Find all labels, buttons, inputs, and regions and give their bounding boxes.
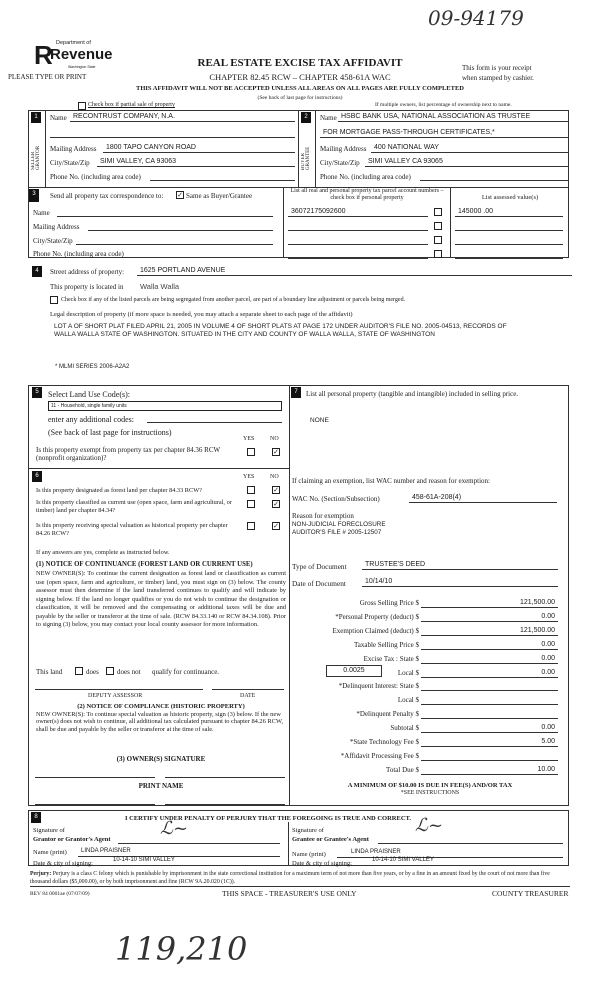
fee-value-field[interactable]: 0.00: [421, 723, 558, 733]
section-5-number: 5: [32, 387, 42, 398]
seller-phone-field[interactable]: [150, 171, 295, 181]
buyer-phone-field[interactable]: [420, 171, 568, 181]
parcel-number-field[interactable]: 36072175092600: [288, 207, 428, 217]
handwritten-number: 119,210: [115, 930, 248, 968]
parcel-number-field-4[interactable]: [288, 249, 428, 259]
if-yes-note: If any answers are yes, complete as instructed below.: [36, 549, 170, 556]
owner-signature-field-2[interactable]: [165, 768, 285, 778]
personal-property-checkbox-2[interactable]: [434, 222, 442, 230]
section-7-number: 7: [291, 387, 301, 398]
buyer-phone-label: Phone No. (including area code): [320, 173, 411, 181]
fee-value-field[interactable]: [421, 681, 558, 691]
logo-swoosh-icon: R: [34, 40, 53, 70]
sec5-see-back: (See back of last page for instructions): [48, 428, 172, 437]
logo-state: Washington State: [68, 65, 96, 69]
fee-label: Exemption Claimed (deduct) $: [332, 626, 419, 635]
grantee-sig-label-2: Grantee or Grantee's Agent: [292, 836, 369, 843]
warning: THIS AFFIDAVIT WILL NOT BE ACCEPTED UNLESS ALL AREAS ON ALL PAGES ARE FULLY COMPLETED: [136, 85, 464, 92]
claim-exemption-label: If claiming an exemption, list WAC number and reason for exemption:: [292, 477, 490, 485]
yes-header: YES: [243, 436, 255, 442]
section-4-number: 4: [32, 266, 42, 277]
perjury-text: Perjury is a class C felony which is punishable by imprisonment in the state correctional institution for a maximum term of not more than five years, or by a fine in an amount fixed by the court of not more than five thousand dollars ($5,000.00), or by both imprisonment and fine (RCW 9A.20.020 (1C)).: [30, 871, 550, 885]
fee-value-field[interactable]: [421, 709, 558, 719]
exempt-yes-checkbox[interactable]: [247, 448, 255, 456]
fee-value-field[interactable]: 0.00: [421, 654, 558, 664]
handwritten-file-number: 09-94179: [428, 6, 524, 30]
deputy-assessor-signature-field[interactable]: [35, 680, 203, 690]
section-6-number: 6: [32, 471, 42, 482]
parcel-number-field-3[interactable]: [288, 235, 428, 245]
qualify-label: qualify for continuance.: [152, 668, 220, 676]
notice-continuance-title: (1) NOTICE OF CONTINUANCE (FOREST LAND OR CURRENT USE): [36, 561, 253, 568]
reason-line-2: AUDITOR'S FILE # 2005-12507: [292, 529, 382, 536]
fee-label: Subtotal $: [390, 724, 419, 733]
owner-signature-field[interactable]: [35, 768, 155, 778]
personal-property-value: NONE: [310, 417, 329, 424]
fee-value-field[interactable]: 0.00: [421, 668, 558, 678]
assessed-value-field-2[interactable]: [455, 221, 563, 231]
buyer-address-field[interactable]: 400 NATIONAL WAY: [371, 143, 568, 153]
corr-phone-field[interactable]: [133, 248, 273, 258]
same-as-buyer-checkbox[interactable]: ✓: [177, 191, 183, 199]
grantor-name-label: Name (print): [33, 849, 67, 856]
parcel-number-field-2[interactable]: [288, 221, 428, 231]
corr-city-field[interactable]: [76, 235, 273, 245]
seller-name-field[interactable]: RECONTRUST COMPANY, N.A.: [70, 112, 295, 122]
fee-label: Gross Selling Price $: [359, 599, 419, 607]
buyer-city-label: City/State/Zip: [320, 159, 360, 167]
assessed-value-field-4[interactable]: [455, 249, 563, 259]
legal-description: LOT A OF SHORT PLAT FILED APRIL 21, 2005 IN VOLUME 4 OF SHORT PLATS AT PAGE 172 UNDER AUDITOR'S FILE NO. 2005-04513, RECORDS OF WALLA WALLA STATE OF WASHINGTON. SITUATED IN THE CITY AND COUNTY OF WALLA WALLA, STATE OF WASHINGTON: [54, 323, 507, 338]
doc-date-label: Date of Document: [292, 579, 346, 588]
buyer-name-line2[interactable]: FOR MORTGAGE PASS-THROUGH CERTIFICATES,*: [320, 128, 568, 138]
wac-label: WAC No. (Section/Subsection): [292, 495, 380, 503]
grantor-signature-field[interactable]: [118, 834, 280, 844]
grantee-name-label: Name (print): [292, 851, 326, 858]
corr-address-field[interactable]: [88, 221, 273, 231]
does-not-qualify-checkbox[interactable]: [106, 667, 114, 675]
land-use-select[interactable]: 11 - Household, single family units: [48, 401, 282, 411]
additional-codes-label: enter any additional codes:: [48, 415, 134, 424]
grantee-signature-field[interactable]: [378, 834, 563, 844]
owner-signature-label: (3) OWNER(S) SIGNATURE: [116, 755, 206, 763]
seller-city-label: City/State/Zip: [50, 159, 90, 167]
notice-compliance-text: NEW OWNER(S): To continue special valuation as historic property, sign (3) below. If the new owner(s) does not wish to continue, all additional tax calculated pursuant to chapter 84.26 RCW, shall be due and payable by the seller or transferor at the time of sale.: [36, 711, 283, 733]
seller-name-line2[interactable]: [50, 128, 295, 138]
current-use-no-checkbox[interactable]: ✓: [273, 500, 279, 508]
historic-no-checkbox[interactable]: ✓: [273, 522, 279, 530]
current-use-question: Is this property classified as current use (open space, farm and agricultural, or timber) land per chapter 84.34?: [36, 499, 232, 514]
section-8-number: 8: [31, 812, 41, 823]
personal-property-checkbox-1[interactable]: [434, 208, 442, 216]
forest-yes-checkbox[interactable]: [247, 486, 255, 494]
no-header: NO: [270, 436, 279, 442]
doc-date-field[interactable]: 10/14/10: [362, 577, 558, 587]
grantee-date-label: Date & city of signing:: [292, 860, 352, 867]
treasurer-use-label: THIS SPACE - TREASURER'S USE ONLY: [222, 889, 357, 898]
corr-phone-label: Phone No. (including area code): [33, 250, 124, 258]
assessor-date-label: DATE: [240, 693, 256, 699]
print-name-field[interactable]: [35, 795, 155, 805]
certify-statement: I CERTIFY UNDER PENALTY OF PERJURY THAT THE FOREGOING IS TRUE AND CORRECT.: [125, 815, 412, 822]
please-type: PLEASE TYPE OR PRINT: [8, 73, 87, 81]
perjury-label: Perjury:: [30, 871, 52, 877]
personal-property-checkbox-3[interactable]: [434, 236, 442, 244]
local-rate-field[interactable]: 0.0025: [326, 665, 382, 677]
fee-value-field[interactable]: 121,500.00: [421, 598, 558, 608]
fee-label: *State Technology Fee $: [349, 738, 419, 746]
corr-name-label: Name: [33, 209, 50, 217]
historic-question: Is this property receiving special valuation as historical property per chapter 84.26 RCW?: [36, 522, 228, 537]
segregate-label: Check box if any of the listed parcels are being segregated from another parcel, are part of a boundary line adjustment or parcels being merged.: [61, 297, 406, 303]
doc-type-field[interactable]: TRUSTEE'S DEED: [362, 560, 558, 570]
fee-value-field[interactable]: [421, 751, 558, 761]
current-use-yes-checkbox[interactable]: [247, 500, 255, 508]
seller-address-field[interactable]: 1800 TAPO CANYON ROAD: [103, 143, 295, 153]
logo-name: Revenue: [50, 46, 113, 63]
fee-label: Local $: [397, 668, 419, 677]
fee-value-field[interactable]: [421, 695, 558, 705]
fee-label: Excise Tax : State $: [363, 654, 419, 663]
fee-value-field[interactable]: 0.00: [421, 612, 558, 622]
grantor-name-field[interactable]: LINDA PRAISNER: [78, 847, 280, 857]
parcel-header: List all real and personal property tax parcel account numbers – check box if personal property: [290, 188, 444, 201]
personal-property-checkbox-4[interactable]: [434, 250, 442, 258]
same-as-buyer-label: Same as Buyer/Grantee: [186, 192, 253, 200]
perjury-notice: [30, 870, 570, 887]
forest-question: Is this property designated as forest land per chapter 84.33 RCW?: [36, 487, 202, 494]
assessed-value-field[interactable]: 145000 .00: [455, 207, 563, 217]
fee-value-field[interactable]: 0.00: [421, 640, 558, 650]
partial-sale-checkbox[interactable]: [78, 102, 86, 110]
personal-property-label: List all personal property (tangible and intangible) included in selling price.: [306, 390, 519, 398]
seller-city-field[interactable]: SIMI VALLEY, CA 93063: [97, 157, 295, 167]
form-revision: REV 84 0001ae (07/07/09): [30, 891, 90, 897]
seller-addr-label: Mailing Address: [50, 145, 97, 153]
send-correspondence-label: Send all property tax correspondence to:: [50, 192, 164, 200]
buyer-name-label: Name: [320, 114, 337, 122]
receipt-note-2: when stamped by cashier.: [462, 74, 534, 82]
buyer-addr-label: Mailing Address: [320, 145, 367, 153]
seller-label: SELLER GRANTOR: [31, 145, 41, 170]
grantor-signature-icon: ℒ~: [160, 818, 189, 839]
notice-continuance-text: NEW OWNER(S): To continue the current designation as forest land or classification as current use (open space, farm and agriculture, or timber) land, you must sign on (3) below. The county assessor must then determine if the land transferred continues to qualify and will indicate by signing below. If the land no longer qualifies or you do not wish to continue the designation or classification, it will be removed and the compensating or additional taxes will be due and payable by the seller or transferor at the time of sale. (RCW 84.33.140 or RCW 84.34.108). Prior to signing (3) below, you may contact your local county assessor for more information.: [36, 570, 286, 628]
multiple-owners-note: If multiple owners, list percentage of ownership next to name.: [375, 102, 512, 108]
buyer-city-field[interactable]: SIMI VALLEY CA 93065: [365, 157, 568, 167]
notice-compliance-title: (2) NOTICE OF COMPLIANCE (HISTORIC PROPERTY): [77, 703, 245, 710]
minimum-note: A MINIMUM OF $10.00 IS DUE IN FEE(S) AND/OR TAX: [347, 782, 513, 789]
no-header-6: NO: [270, 474, 279, 480]
segregate-checkbox[interactable]: [50, 296, 58, 304]
section-3-number: 3: [29, 189, 39, 202]
fee-value-field[interactable]: 10.00: [421, 765, 558, 775]
assessed-header: List assessed value(s): [481, 194, 539, 201]
buyer-label: BUYER GRANTEE: [301, 146, 311, 170]
see-back: (See back of last page for instructions): [257, 95, 343, 101]
fee-label: *Delinquent Penalty $: [356, 710, 419, 719]
street-address-field[interactable]: 1625 PORTLAND AVENUE: [137, 266, 572, 276]
exempt-no-checkbox[interactable]: ✓: [273, 448, 279, 456]
assessed-value-field-3[interactable]: [455, 235, 563, 245]
grantor-date-label: Date & city of signing:: [33, 860, 93, 867]
form-chapter: CHAPTER 82.45 RCW – CHAPTER 458-61A WAC: [209, 72, 391, 82]
land-use-label: Select Land Use Code(s):: [48, 390, 130, 399]
corr-addr-label: Mailing Address: [33, 223, 80, 231]
assessor-date-field[interactable]: [212, 680, 284, 690]
series-note: * MLMI SERIES 2006-A2A2: [55, 364, 130, 370]
fee-label: *Delinquent Interest: State $: [338, 682, 419, 691]
section-2-number: 2: [301, 112, 311, 123]
grantor-sig-label-2: Grantor or Grantor's Agent: [33, 836, 111, 843]
grantee-sig-label-1: Signature of: [292, 827, 324, 834]
logo-dept: Department of: [56, 40, 91, 46]
seller-name-label: Name: [50, 114, 67, 122]
corr-city-label: City/State/Zip: [33, 237, 73, 245]
additional-codes-field[interactable]: [147, 413, 282, 423]
partial-sale-label: Check box if partial sale of property: [88, 102, 175, 108]
receipt-note-1: This form is your receipt: [462, 64, 532, 72]
fee-label: Taxable Selling Price $: [353, 640, 419, 649]
buyer-name-field[interactable]: HSBC BANK USA, NATIONAL ASSOCIATION AS TRUSTEE: [338, 112, 568, 122]
does-label: does: [86, 668, 99, 676]
reason-line-1: NON-JUDICIAL FORECLOSURE: [292, 521, 386, 528]
grantee-signature-icon: ℒ~: [415, 815, 444, 836]
grantee-date-field[interactable]: 10-14-10 SIMI VALLEY: [369, 856, 563, 866]
yes-header-6: YES: [243, 474, 255, 480]
grantor-date-field[interactable]: 10-14-10 SIMI VALLEY: [110, 856, 280, 866]
wac-number-field[interactable]: 458-61A-208(4): [409, 493, 557, 503]
print-name-field-2[interactable]: [165, 795, 285, 805]
grantee-name-field[interactable]: LINDA PRAISNER: [337, 848, 563, 858]
fee-label: Local $: [397, 696, 419, 705]
seller-phone-label: Phone No. (including area code): [50, 173, 141, 181]
located-label: This property is located in: [50, 283, 124, 291]
forest-no-checkbox[interactable]: ✓: [273, 486, 279, 494]
fee-label: *Personal Property (deduct) $: [335, 612, 419, 621]
exempt-question: Is this property exempt from property tax per chapter 84.36 RCW (nonprofit organization)?: [36, 446, 220, 463]
fee-value-field[interactable]: 121,500.00: [421, 626, 558, 636]
corr-name-field[interactable]: [57, 207, 273, 217]
fee-value-field[interactable]: 5.00: [421, 737, 558, 747]
this-land-label: This land: [36, 668, 63, 676]
fee-label: Total Due $: [386, 765, 419, 774]
county-treasurer-label: COUNTY TREASURER: [492, 889, 569, 898]
doc-type-label: Type of Document: [292, 562, 347, 571]
deputy-assessor-label: DEPUTY ASSESSOR: [88, 693, 143, 699]
print-name-label: PRINT NAME: [138, 782, 184, 790]
historic-yes-checkbox[interactable]: [247, 522, 255, 530]
county-value: Walla Walla: [140, 282, 180, 291]
see-instructions: *SEE INSTRUCTIONS: [400, 790, 460, 796]
fee-label: *Affidavit Processing Fee $: [340, 751, 419, 760]
reason-label: Reason for exemption: [292, 512, 354, 520]
grantor-sig-label-1: Signature of: [33, 827, 65, 834]
street-label: Street address of property:: [50, 268, 125, 276]
form-title: REAL ESTATE EXCISE TAX AFFIDAVIT: [197, 57, 403, 69]
does-qualify-checkbox[interactable]: [75, 667, 83, 675]
section-1-number: 1: [31, 112, 41, 123]
does-not-label: does not: [117, 668, 141, 676]
legal-label: Legal description of property (if more space is needed, you may attach a separate sheet to each page of the affidavit): [50, 311, 353, 318]
